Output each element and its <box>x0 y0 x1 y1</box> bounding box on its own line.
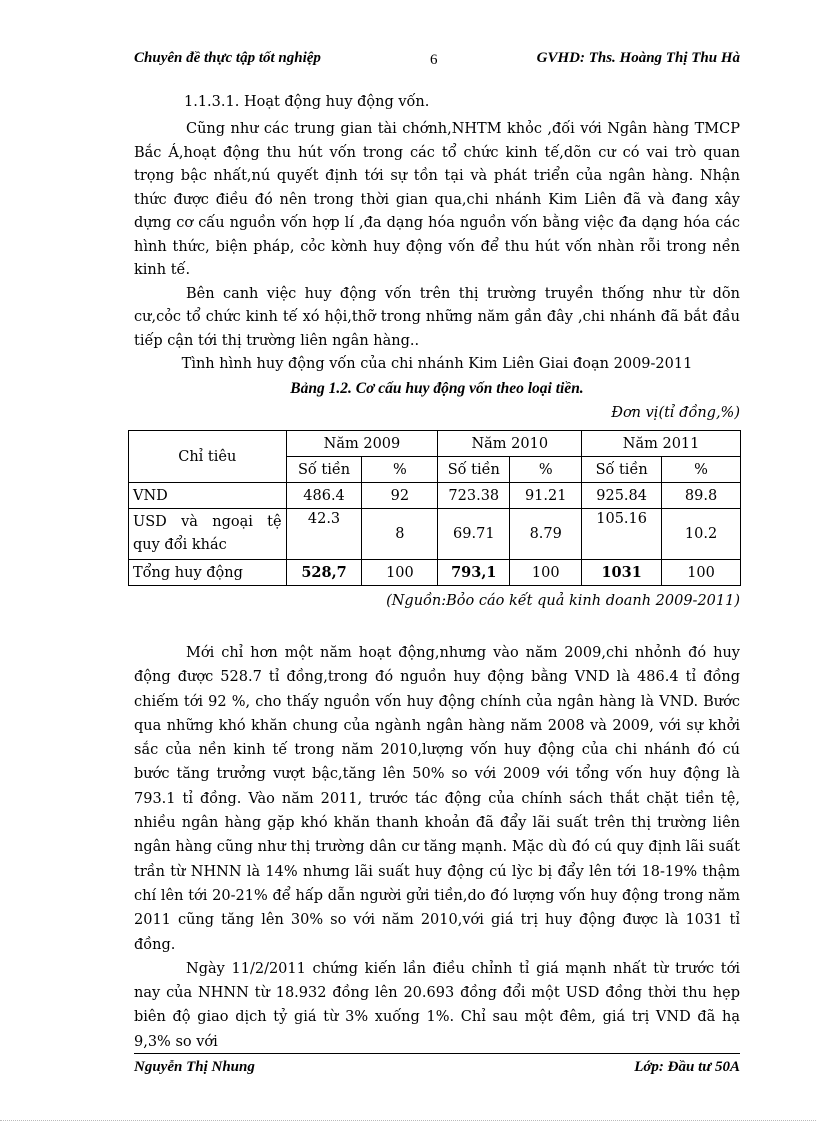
subheader-amount: Số tiền <box>438 457 510 483</box>
unit-label: Đơn vị(tỉ đồng,%) <box>611 405 740 421</box>
cell: 105.16 <box>582 509 662 560</box>
header-advisor: GVHD: Ths. Hoàng Thị Thu Hà <box>536 50 740 66</box>
table-row <box>129 509 741 560</box>
footer-author: Nguyễn Thị Nhung <box>134 1059 255 1075</box>
cell: 486.4 <box>286 483 362 509</box>
table-header-row <box>129 431 741 457</box>
table-row <box>129 483 741 509</box>
cell: 89.8 <box>662 483 741 509</box>
cell: 100 <box>362 560 438 586</box>
subheader-percent: % <box>510 457 582 483</box>
header-year: Năm 2009 <box>286 431 438 457</box>
body-top <box>134 118 740 377</box>
row-label: VND <box>129 483 287 509</box>
section-heading: 1.1.3.1. Hoạt động huy động vốn. <box>184 94 430 110</box>
subheader-amount: Số tiền <box>286 457 362 483</box>
row-label: Tổng huy động <box>129 560 287 586</box>
cell: 100 <box>662 560 741 586</box>
cell: 8.79 <box>510 509 582 560</box>
cell: 100 <box>510 560 582 586</box>
source-note: (Nguồn:Bỏo cáo kết quả kinh doanh 2009-2011) <box>386 593 740 609</box>
body-bottom <box>134 641 740 1054</box>
cell: 723.38 <box>438 483 510 509</box>
subheader-percent: % <box>662 457 741 483</box>
footer-class: Lớp: Đầu tư 50A <box>634 1059 740 1075</box>
header-year: Năm 2011 <box>582 431 741 457</box>
row-label: USD và ngoại tệ quy đổi khác <box>129 509 287 560</box>
paragraph: Cũng như các trung gian tài chớnh,NHTM khỏc ,đối với Ngân hàng TMCP Bắc Á,hoạt động thu hút vốn trong các tổ chức kinh tế,dõn cư có vai trò quan trọng bậc nhất,nú quyết định tới sự tồn tại và phát triển của ngân hàng. Nhận thức được điều đó nên trong thời gian qua,chi nhánh Kim Liên đã và đang xây dựng cơ cấu nguồn vốn hợp lí ,đa dạng hóa nguồn vốn bằng việc đa dạng hóa các hình thức, biện pháp, cỏc kờnh huy động vốn để thu hút vốn nhàn rỗi trong nền kinh tế. <box>134 121 740 278</box>
cell: 92 <box>362 483 438 509</box>
header-title: Chuyên đề thực tập tốt nghiệp <box>134 50 321 66</box>
footer-divider <box>134 1053 740 1054</box>
cell: 925.84 <box>582 483 662 509</box>
cell: 8 <box>362 509 438 560</box>
funding-table <box>128 430 741 586</box>
table-row-total <box>129 560 741 586</box>
page-header <box>134 50 740 72</box>
table-title: Bảng 1.2. Cơ cấu huy động vốn theo loại tiền. <box>290 380 584 397</box>
header-year: Năm 2010 <box>438 431 582 457</box>
cell: 793,1 <box>438 560 510 586</box>
paragraph: Mới chỉ hơn một năm hoạt động,nhưng vào năm 2009,chi nhỏnh đó huy động được 528.7 tỉ đồng,trong đó nguồn huy động bằng VND là 486.4 tỉ đồng chiếm tới 92 %, cho thấy nguồn vốn huy động chính của ngân hàng là VND. Bước qua những khó khăn chung của ngành ngân hàng năm 2008 và 2009, với sự khởi sắc của nền kinh tế trong năm 2010,lượng vốn huy động của chi nhánh đó cú bước tăng trưởng vượt bậc,tăng lên 50% so với 2009 với tổng vốn huy động là 793.1 tỉ đồng. Vào năm 2011, trước tác động của chính sách thắt chặt tiền tệ, nhiều ngân hàng gặp khó khăn thanh khoản đã đẩy lãi suất trên thị trường liên ngân hàng cũng như thị trường dân cư tăng mạnh. Mặc dù đó cú quy định lãi suất trần từ NHNN là 14% nhưng lãi suất huy động cú lỳc bị đẩy lên tới 18-19% thậm chí lên tới 20-21% để hấp dẫn người gửi tiền,do đó lượng vốn huy động trong năm 2011 cũng tăng lên 30% so với năm 2010,với giá trị huy động được là 1031 tỉ đồng. <box>134 645 740 953</box>
table-caption: Tình hình huy động vốn của chi nhánh Kim Liên Giai đoạn 2009-2011 <box>181 356 693 372</box>
page-edge <box>0 1120 816 1121</box>
header-indicator: Chỉ tiêu <box>129 431 287 483</box>
page-footer <box>134 1059 740 1081</box>
subheader-percent: % <box>362 457 438 483</box>
paragraph: Bên canh việc huy động vốn trên thị trường truyền thống như từ dõn cư,cỏc tổ chức kinh tế xó hội,thỡ trong những năm gần đây ,chi nhánh đã bắt đầu tiếp cận tới thị trường liên ngân hàng.. <box>134 285 740 349</box>
cell: 1031 <box>582 560 662 586</box>
subheader-amount: Số tiền <box>582 457 662 483</box>
cell: 42.3 <box>286 509 362 560</box>
cell: 10.2 <box>662 509 741 560</box>
cell: 91.21 <box>510 483 582 509</box>
cell: 528,7 <box>286 560 362 586</box>
paragraph: Ngày 11/2/2011 chứng kiến lần điều chỉnh tỉ giá mạnh nhất từ trước tới nay của NHNN từ 18.932 đồng lên 20.693 đồng đổi một USD đồng thời thu hẹp biên độ giao dịch tỷ giá từ 3% xuống 1%. Chỉ sau một đêm, giá trị VND đã hạ 9,3% so với <box>134 960 740 1050</box>
cell: 69.71 <box>438 509 510 560</box>
page-number: 6 <box>430 52 438 68</box>
